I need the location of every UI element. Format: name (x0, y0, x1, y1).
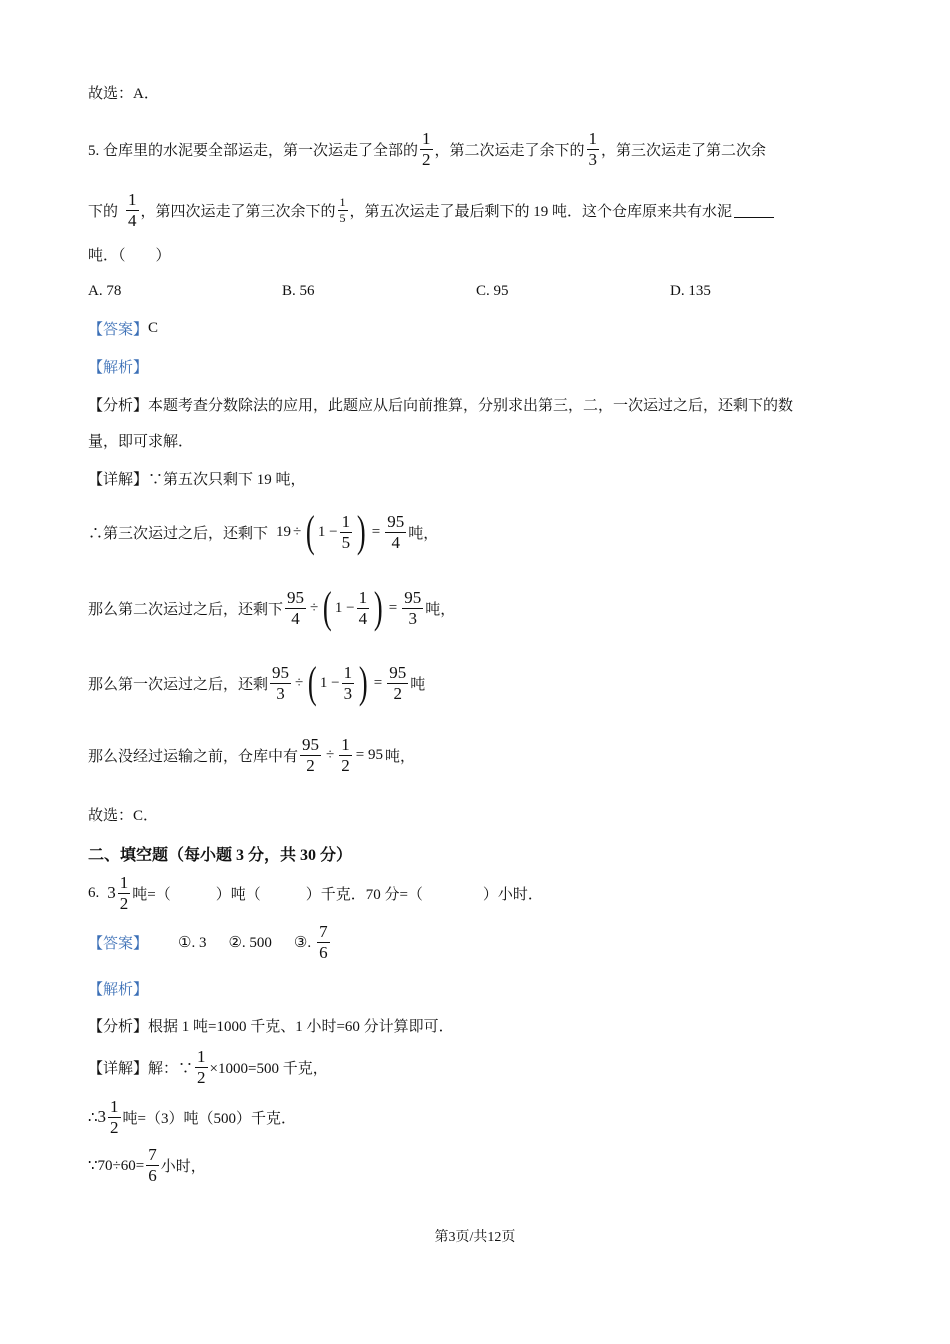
q5-line-2: 下的 $\frac{1}{4}$ ，第四次运走了第三次余下的 $\frac{1}{5}$ ，第五次运走了最后剩下的 19 吨．这个仓库原来共有水泥 (88, 191, 774, 230)
option-a: A. 78 (88, 283, 122, 299)
q6-step-2: ∴ 3 $\frac{1}{2}$ 吨=（3）吨（500）千克． (88, 1097, 297, 1137)
q5-options (88, 283, 864, 300)
q5-fenxi-2: 量，即可求解． (88, 434, 194, 450)
page-footer: 第3页/共12页 (434, 1230, 516, 1245)
fraction-1-3: $\frac{1}{3}$ (588, 129, 598, 169)
prev-answer-line: 故选：A． (88, 86, 159, 102)
q5-step-4: 那么没经过运输之前，仓库中有 $\frac{95}{2}$ ÷ $\frac{1}{2}$ = 95 吨， (88, 735, 415, 775)
option-d: D. 135 (670, 283, 711, 299)
option-b: B. 56 (282, 283, 315, 299)
fraction-1-5: $\frac{1}{5}$ (339, 195, 346, 225)
q5-jiexi: 【解析】 (88, 360, 149, 376)
q5-fenxi-1: 【分析】 本题考查分数除法的应用，此题应从后向前推算，分别求出第三，二，一次运过之后，还剩下的数 (88, 398, 794, 414)
q6-line: 6. 3 $\frac{1}{2}$ 吨=（ ）吨（ ）千克．70 分=（ ）小时． (88, 873, 543, 913)
answer-blank (734, 203, 774, 218)
q6-fenxi: 【分析】 根据 1 吨=1000 千克、1 小时=60 分计算即可． (88, 1019, 454, 1035)
q5-answer (88, 318, 158, 339)
q5-line-3: 吨．（ ） (88, 248, 171, 264)
answer-tag: 【答案】 (88, 322, 149, 338)
section-heading: 二、填空题（每小题 3 分，共 30 分） (88, 847, 353, 864)
q6-step-1: 【详解】 解：∵ $\frac{1}{2}$ ×1000=500 千克， (88, 1047, 328, 1087)
q6-jiexi: 【解析】 (88, 982, 149, 998)
q5-step-1: ∴第三次运过之后，还剩下 19 ÷ ( 1 − $\frac{1}{5}$ ) = $\frac{95}{4}$ 吨， (88, 507, 439, 556)
option-c: C. 95 (476, 283, 509, 299)
q5-step-3: 那么第一次运过之后，还剩 $\frac{95}{3}$ ÷ ( 1 − $\frac{1}{3}$ ) = $\frac{95}{2}$ 吨 (88, 658, 426, 707)
q5-step-2: 那么第二次运过之后，还剩下 $\frac{95}{4}$ ÷ ( 1 − $\frac{1}{4}$ ) = $\frac{95}{3}$ 吨， (88, 583, 456, 632)
q5-xiangjie-1: 【详解】 ∵第五次只剩下 19 吨， (88, 472, 306, 488)
q6-step-3: ∵70÷60= $\frac{7}{6}$ 小时， (88, 1145, 206, 1185)
answer-value: C (148, 320, 159, 336)
q5-conclusion: 故选：C． (88, 808, 159, 824)
fraction-1-4: $\frac{1}{4}$ (128, 190, 137, 230)
fraction-1-2: $\frac{1}{2}$ (422, 129, 431, 169)
q6-answer: 【答案】 ①. 3 ②. 500 ③. $\frac{7}{6}$ (88, 922, 328, 962)
q5-line-1: 5. 仓库里的水泥要全部运走，第一次运走了全部的 $\frac{1}{2}$ ，第二次运走了余下的 $\frac{1}{3}$ ，第三次运走了第二次余 (88, 129, 767, 169)
